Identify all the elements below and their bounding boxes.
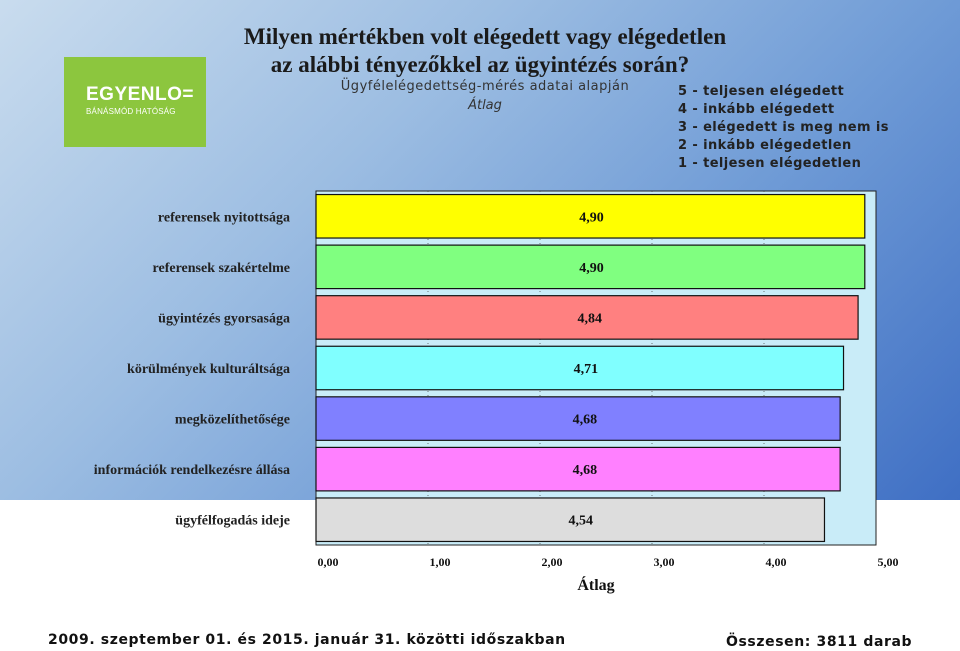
x-tick-label: 0,00	[317, 555, 339, 569]
scale-legend-item: 3 - elégedett is meg nem is	[678, 120, 889, 135]
logo-main-text: EGYENLO=	[86, 84, 194, 105]
category-label: referensek szakértelme	[152, 260, 290, 276]
category-label: körülmények kulturáltsága	[127, 362, 290, 377]
x-tick-label: 5,00	[877, 555, 899, 569]
period-footer: 2009. szeptember 01. és 2015. január 31. közötti időszakban	[48, 632, 566, 648]
chart-subtitle-measure: Átlag	[468, 98, 502, 113]
x-tick-label: 4,00	[765, 555, 787, 569]
scale-legend-item: 5 - teljesen elégedett	[678, 84, 845, 99]
chart-title-line-1: Milyen mértékben volt elégedett vagy elégedetlen	[243, 24, 727, 49]
category-label: ügyfélfogadás ideje	[175, 513, 290, 529]
chart-subtitle: Ügyfélelégedettség-mérés adatai alapján	[340, 79, 630, 94]
x-tick-label: 2,00	[541, 555, 563, 569]
category-label: ügyintézés gyorsasága	[158, 311, 290, 327]
data-label: 4,90	[579, 210, 604, 226]
scale-legend-item: 4 - inkább elégedett	[678, 102, 835, 117]
data-label: 4,90	[579, 260, 604, 276]
x-axis-title: Átlag	[577, 577, 615, 594]
x-tick-label: 3,00	[653, 555, 675, 569]
logo-sub-text: BÁNÁSMÓD HATÓSÁG	[86, 107, 176, 116]
data-label: 4,68	[572, 463, 598, 479]
category-label: referensek nyitottsága	[157, 210, 290, 226]
scale-legend-item: 2 - inkább elégedetlen	[678, 138, 852, 153]
data-label: 4,54	[568, 513, 593, 529]
x-tick-label: 1,00	[429, 555, 451, 569]
category-label: megközelíthetősége	[174, 412, 290, 428]
chart-title-line-2: az alábbi tényezőkkel az ügyintézés során?	[270, 52, 690, 77]
scale-legend-item: 1 - teljesen elégedetlen	[678, 156, 862, 171]
data-label: 4,68	[572, 412, 598, 428]
category-label: információk rendelkezésre állása	[93, 463, 290, 479]
data-label: 4,71	[573, 362, 599, 377]
data-label: 4,84	[577, 311, 602, 327]
total-count-footer: Összesen: 3811 darab	[726, 634, 913, 650]
